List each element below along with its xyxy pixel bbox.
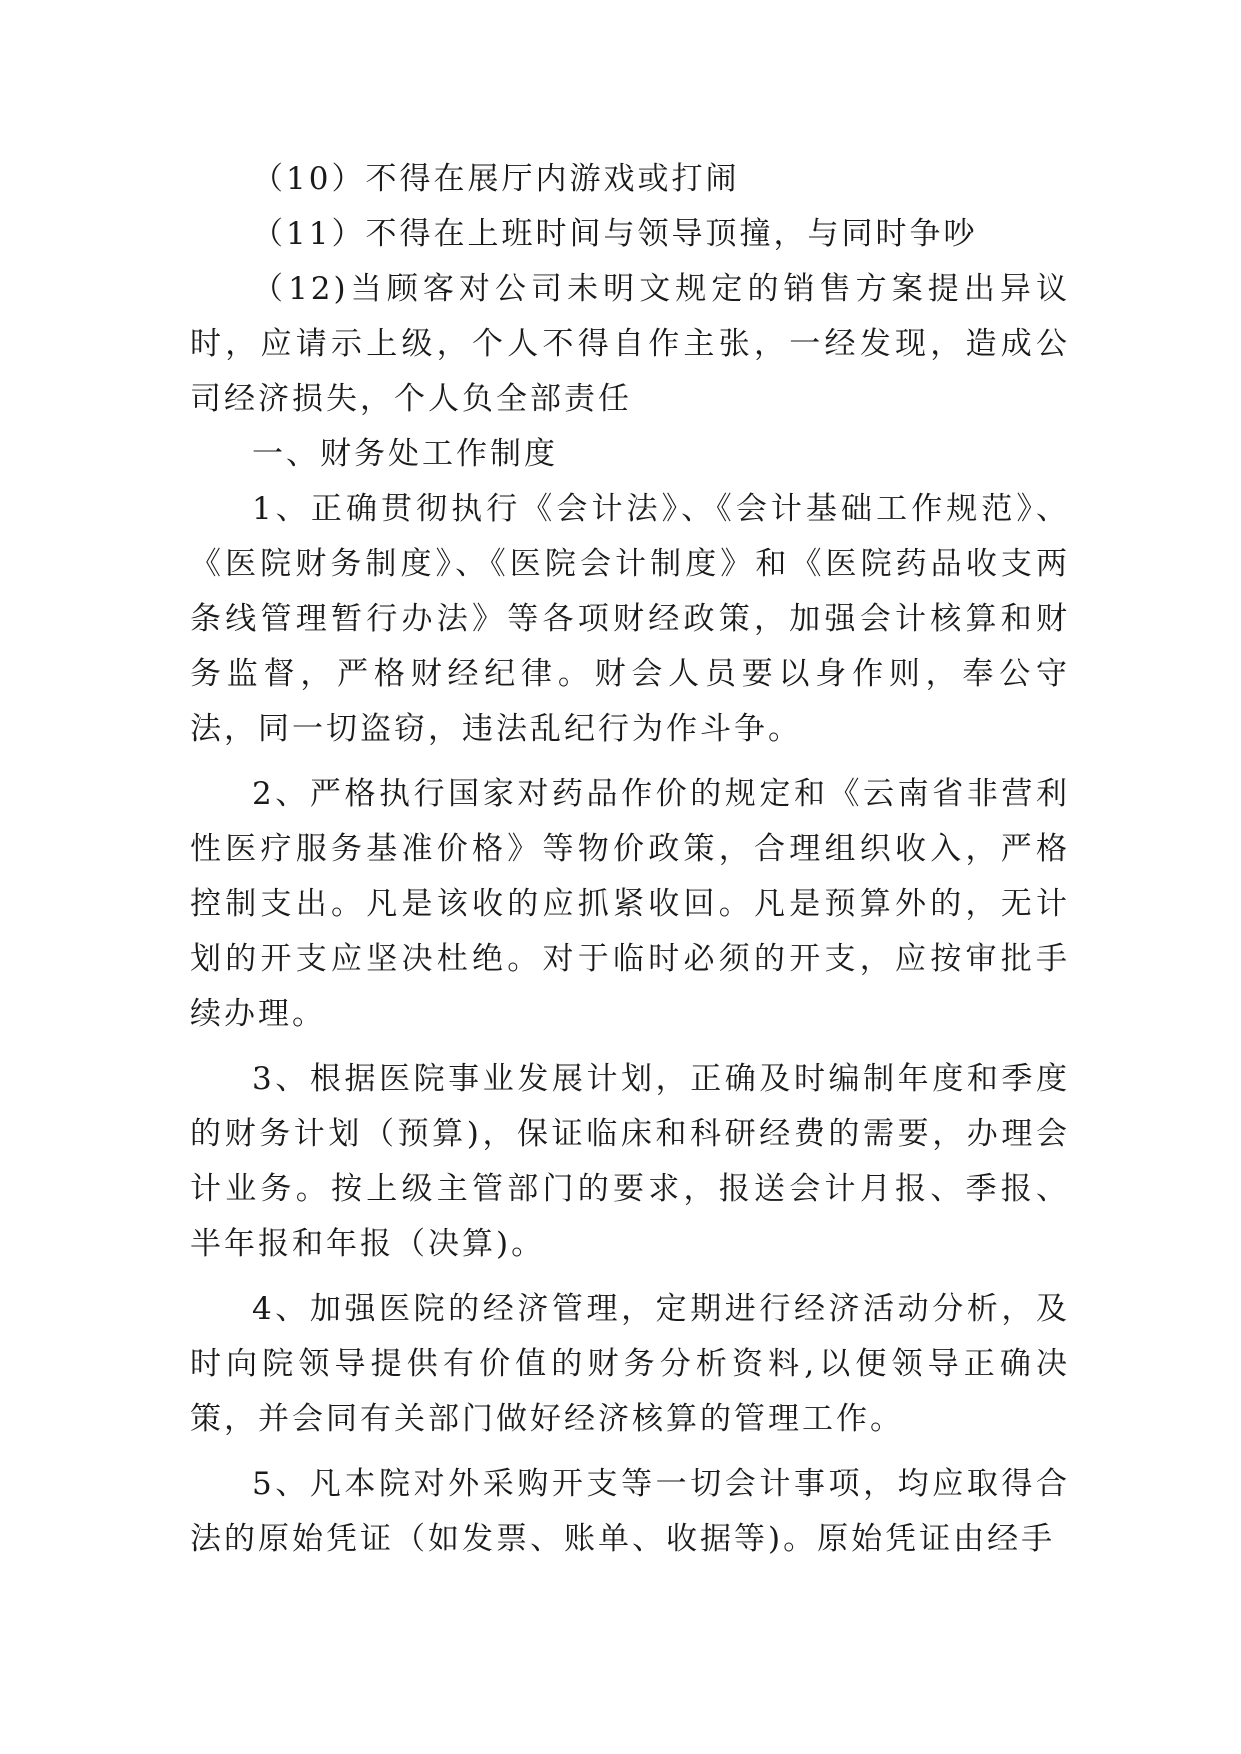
paragraph-item-10: （10）不得在展厅内游戏或打闹 [252, 161, 740, 197]
paragraph-rule-4: 4、加强医院的经济管理，定期进行经济活动分析，及时向院领导提供有价值的财务分析资料,以便领导正确决策，并会同有关部门做好经济核算的管理工作。 [190, 1291, 1070, 1437]
paragraph-rule-3: 3、根据医院事业发展计划，正确及时编制年度和季度的财务计划（预算)，保证临床和科研经费的需要，办理会计业务。按上级主管部门的要求，报送会计月报、季报、半年报和年报（决算)。 [190, 1061, 1070, 1262]
section-heading-finance: 一、财务处工作制度 [252, 436, 558, 472]
paragraph-item-11: （11）不得在上班时间与领导顶撞，与同时争吵 [252, 216, 978, 252]
document-body [190, 152, 1070, 1567]
paragraph-rule-1: 1、正确贯彻执行《会计法》、《会计基础工作规范》、《医院财务制度》、《医院会计制度》和《医院药品收支两条线管理暂行办法》等各项财经政策，加强会计核算和财务监督，严格财经纪律。财会人员要以身作则，奉公守法，同一切盗窃，违法乱纪行为作斗争。 [190, 491, 1070, 747]
paragraph-rule-5: 5、凡本院对外采购开支等一切会计事项，均应取得合法的原始凭证（如发票、账单、收据等)。原始凭证由经手 [190, 1466, 1070, 1557]
paragraph-rule-2: 2、严格执行国家对药品作价的规定和《云南省非营利性医疗服务基准价格》等物价政策，合理组织收入，严格控制支出。凡是该收的应抓紧收回。凡是预算外的，无计划的开支应坚决杜绝。对于临时必须的开支，应按审批手续办理。 [190, 776, 1070, 1032]
paragraph-item-12: （12)当顾客对公司未明文规定的销售方案提出异议时，应请示上级，个人不得自作主张，一经发现，造成公司经济损失，个人负全部责任 [190, 271, 1070, 417]
